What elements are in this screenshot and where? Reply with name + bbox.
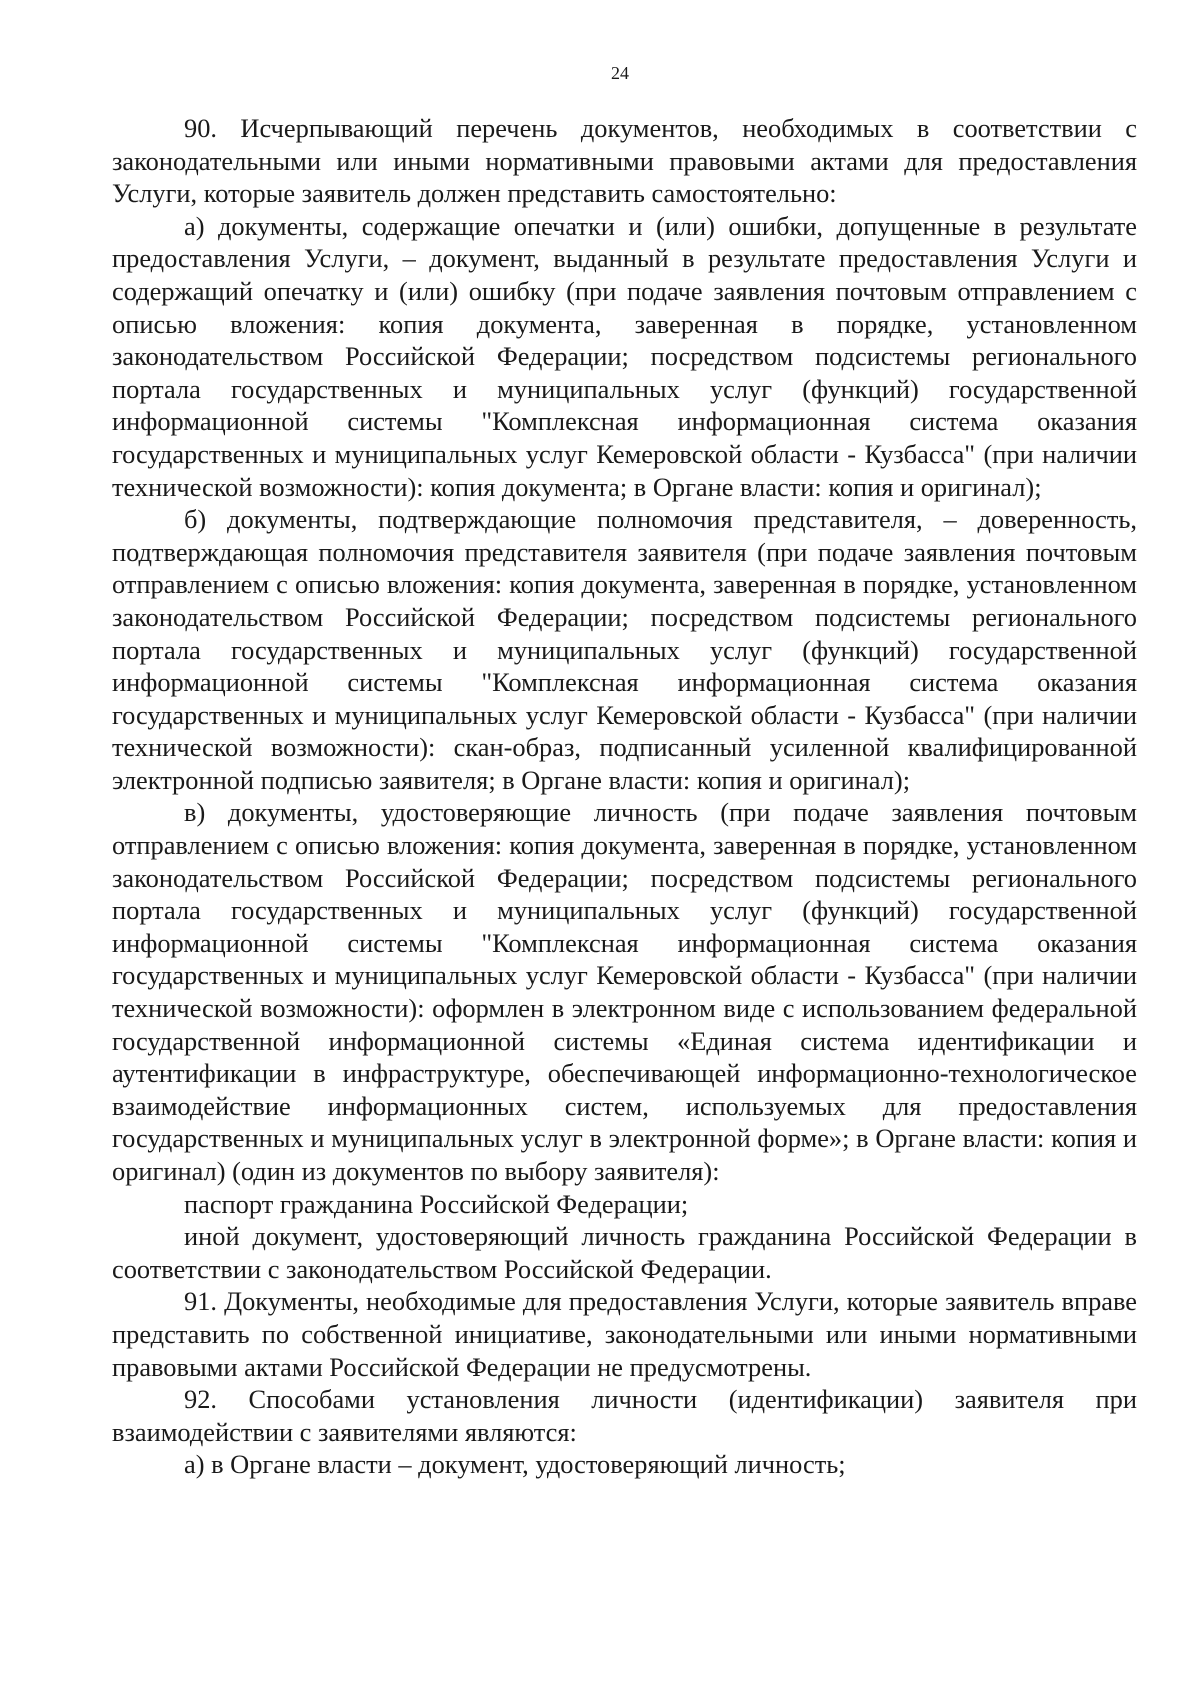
- page-number: 24: [611, 63, 629, 83]
- list-item-passport: паспорт гражданина Российской Федерации;: [184, 1188, 689, 1219]
- paragraph-92-a: а) в Органе власти – документ, удостоверяющий личность;: [184, 1449, 846, 1480]
- paragraph-91: 91. Документы, необходимые для предоставления Услуги, которые заявитель вправе представить по собственной инициативе, законодательными или иными нормативными правовыми актами Российской Федерации не предусмотрены.: [112, 1286, 1137, 1382]
- paragraph-90: 90. Исчерпывающий перечень документов, необходимых в соответствии с законодательными или иными нормативными правовыми актами для предоставления Услуги, которые заявитель должен представить самостоятельно:: [112, 113, 1137, 209]
- paragraph-92: 92. Способами установления личности (идентификации) заявителя при взаимодействии с заявителями являются:: [112, 1384, 1137, 1447]
- paragraph-90-v: в) документы, удостоверяющие личность (при подаче заявления почтовым отправлением с описью вложения: копия документа, заверенная в порядке, установленном законодательством Российской Федерации; посредством подсистемы регионального портала государственных и муниципальных услуг (функций) государственной информационной системы "Комплексная информационная система оказания государственных и муниципальных услуг Кемеровской области - Кузбасса" (при наличии технической возможности): оформлен в электронном виде с использованием федеральной государственной информационной системы «Единая система идентификации и аутентификации в инфраструктуре, обеспечивающей информационно-технологическое взаимодействие информационных систем, используемых для предоставления государственных и муниципальных услуг в электронной форме»; в Органе власти: копия и оригинал) (один из документов по выбору заявителя):: [112, 797, 1137, 1186]
- list-item-other-document: иной документ, удостоверяющий личность гражданина Российской Федерации в соответствии с законодательством Российской Федерации.: [112, 1221, 1137, 1284]
- paragraph-90-b: б) документы, подтверждающие полномочия представителя, – доверенность, подтверждающая полномочия представителя заявителя (при подаче заявления почтовым отправлением с описью вложения: копия документа, заверенная в порядке, установленном законодательством Российской Федерации; посредством подсистемы регионального портала государственных и муниципальных услуг (функций) государственной информационной системы "Комплексная информационная система оказания государственных и муниципальных услуг Кемеровской области - Кузбасса" (при наличии технической возможности): скан-образ, подписанный усиленной квалифицированной электронной подписью заявителя; в Органе власти: копия и оригинал);: [112, 504, 1137, 795]
- paragraph-90-a: а) документы, содержащие опечатки и (или) ошибки, допущенные в результате предоставления Услуги, – документ, выданный в результате предоставления Услуги и содержащий опечатку и (или) ошибку (при подаче заявления почтовым отправлением с описью вложения: копия документа, заверенная в порядке, установленном законодательством Российской Федерации; посредством подсистемы регионального портала государственных и муниципальных услуг (функций) государственной информационной системы "Комплексная информационная система оказания государственных и муниципальных услуг Кемеровской области - Кузбасса" (при наличии технической возможности): копия документа; в Органе власти: копия и оригинал);: [112, 210, 1137, 502]
- document-body: [112, 112, 1137, 1481]
